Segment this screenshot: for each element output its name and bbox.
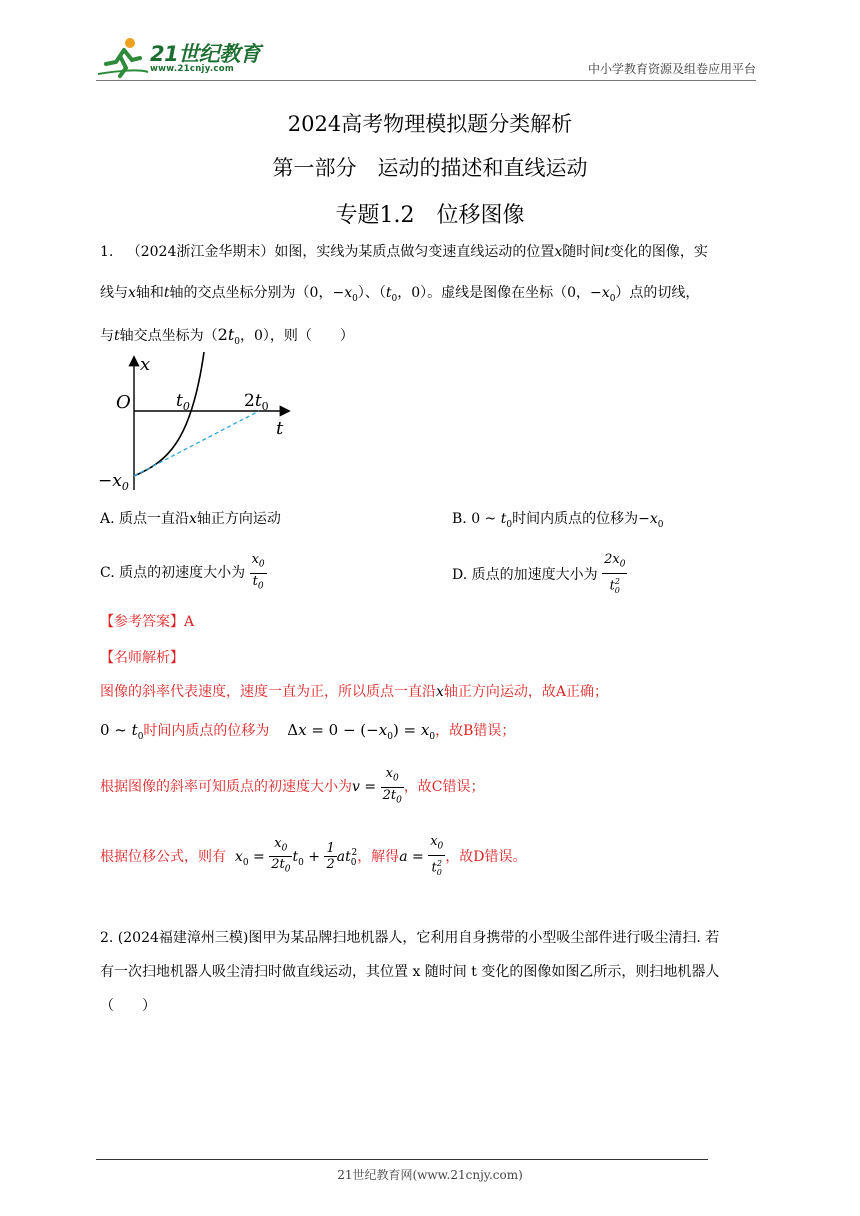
q1-text: 轴的交点坐标分别为（0，	[169, 285, 333, 301]
y-axis-label: x	[140, 354, 151, 375]
logo-url: www.21cnjy.com	[150, 64, 234, 74]
q1-line-2: 线与x轴和t轴的交点坐标分别为（0，$-x_0$）、（$t_0$，0）。虚线是图像在坐标（0，$-x_0$）点的切线，	[100, 285, 700, 304]
footer-site[interactable]: 21世纪教育网(www.21cnjy.com)	[337, 1168, 523, 1182]
option-a-text: 轴正方向运动	[196, 511, 281, 527]
header-platform-name: 中小学教育资源及组卷应用平台	[587, 62, 756, 76]
header-divider	[96, 80, 756, 81]
option-b-text: B.	[452, 511, 467, 527]
q1-text: ，0）。虚线是图像在坐标（0，	[397, 285, 591, 301]
main-title: 2024高考物理模拟题分类解析	[287, 112, 573, 136]
option-a-text: A. 质点一直沿	[100, 511, 190, 527]
topic-title: 专题1.2 位移图像	[335, 203, 525, 228]
analysis-text: ，故D错误。	[445, 848, 527, 865]
q1-position-time-graph	[96, 352, 296, 494]
2t0-label: $2t_0$	[244, 391, 269, 413]
footer-divider	[96, 1159, 708, 1160]
q1-line-3: 与t轴交点坐标为（$2t_0$，0），则（ ）	[100, 325, 354, 348]
option-d-text: D. 质点的加速度大小为	[452, 566, 598, 583]
part-title: 第一部分 运动的描述和直线运动	[272, 156, 588, 180]
option-c[interactable]: C. 质点的初速度大小为 $\frac{x_0}{t_0}$	[100, 552, 265, 592]
analysis-text: 根据位移公式，则有	[100, 848, 226, 865]
q1-text: ）、（	[357, 285, 386, 301]
logo-text: 21世纪教育	[150, 42, 261, 66]
analysis-text: ，故B错误；	[435, 723, 516, 739]
q2-line-2: 有一次扫地机器人吸尘清扫时做直线运动，其位置 x 随时间 t 变化的图像如图乙所示，则扫地机器人	[100, 964, 720, 980]
analysis-text: 时间内质点的位移为	[143, 723, 270, 739]
analysis-line-4: 根据位移公式，则有 $x_0$ = $\frac{x_0}{2t_0}$ $t_0$ + $\frac{1}{2}$ $at_0^2$，解得a = $\frac{x_0}{t_0^2}$ ，故D错误。	[100, 834, 527, 877]
q1-line-1: 1. （2024浙江金华期末）如图，实线为某质点做匀变速直线运动的位置x随时间t变化的图像，实	[100, 244, 708, 260]
option-b[interactable]: B. 0 ~ $t_0$时间内质点的位移为$-x_0$	[452, 511, 664, 530]
q1-text: 如图，实线为某质点做匀变速直线运动的位置	[274, 244, 555, 260]
q2-line-3: （ ）	[100, 998, 156, 1014]
option-d[interactable]: D. 质点的加速度大小为 $\frac{2x_0}{t_0^2}$	[452, 552, 626, 595]
q1-text: 随时间	[562, 244, 605, 260]
origin-label: O	[116, 392, 131, 413]
q1-text: ，0），则（ ）	[240, 328, 354, 344]
analysis-text: 轴正方向运动，故A正确；	[443, 684, 609, 700]
q1-text: 轴和	[135, 285, 164, 301]
option-b-text: 时间内质点的位移为	[512, 511, 639, 527]
q1-text: 线与	[100, 285, 128, 301]
q1-text: 轴交点坐标为（	[119, 328, 218, 344]
analysis-label: 【名师解析】	[100, 650, 184, 666]
neg-x0-label: $-x_0$	[98, 471, 129, 493]
analysis-text: ，解得	[357, 848, 400, 865]
q1-number: 1.	[100, 244, 114, 260]
option-c-text: C. 质点的初速度大小为	[100, 565, 246, 582]
analysis-text: ，故C错误；	[403, 779, 485, 796]
q1-text: ）点的切线，	[615, 285, 700, 301]
tangent-line	[134, 411, 259, 476]
t0-label: $t_0$	[176, 391, 190, 413]
t-axis-label: t	[276, 418, 284, 439]
analysis-line-2: 0 ~ $t_0$时间内质点的位移为 $\Delta x = 0 - (-x_0) = x_0$，故B错误；	[100, 721, 516, 742]
analysis-line-1: 图像的斜率代表速度，速度一直为正，所以质点一直沿x轴正方向运动，故A正确；	[100, 684, 609, 700]
q1-source: （2024浙江金华期末）	[126, 244, 275, 260]
answer: 【参考答案】A	[100, 614, 195, 630]
q2-line-1: 2. (2024福建漳州三模)图甲为某品牌扫地机器人，它利用自身携带的小型吸尘部件进行吸尘清扫. 若	[100, 930, 720, 946]
q1-text: 与	[100, 328, 114, 344]
q1-text: 变化的图像，实	[609, 244, 708, 260]
analysis-line-3: 根据图像的斜率可知质点的初速度大小为v = $\frac{x_0}{2t_0}$ ，故C错误；	[100, 766, 485, 806]
option-a[interactable]: A. 质点一直沿x轴正方向运动	[100, 511, 281, 527]
analysis-text: 图像的斜率代表速度，速度一直为正，所以质点一直沿	[100, 684, 436, 700]
analysis-text: 根据图像的斜率可知质点的初速度大小为	[100, 779, 352, 796]
